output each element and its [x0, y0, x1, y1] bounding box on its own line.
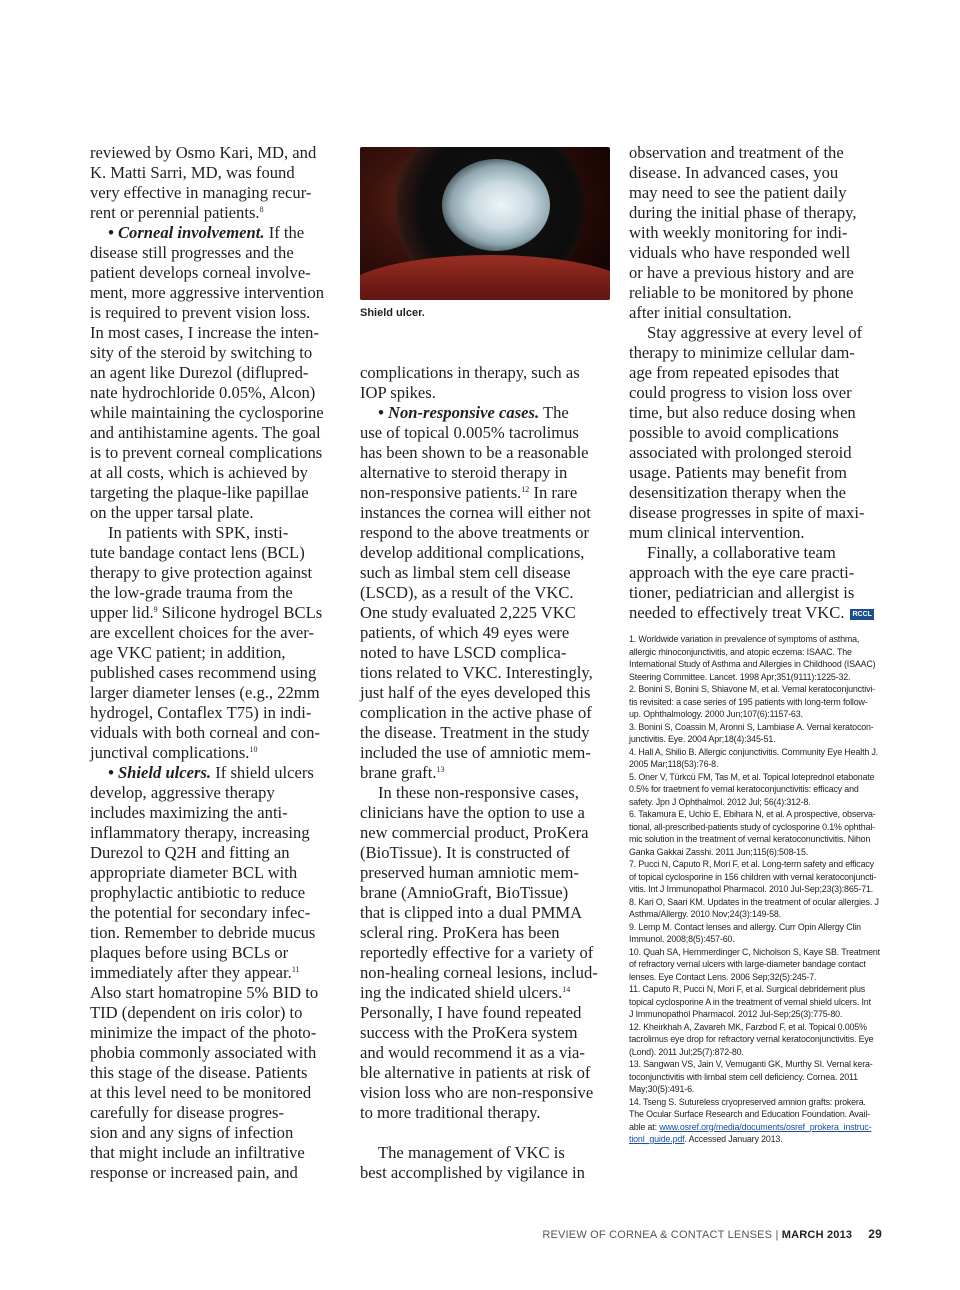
reference-line: 2005 Mar;118(53):76-8. [629, 759, 719, 769]
text-line: and would recommend it as a via- [360, 1043, 585, 1062]
text-line: such as limbal stem cell disease [360, 563, 571, 582]
reference-line: safety. Jpn J Ophthalmol. 2012 Jul; 56(4):312-8. [629, 796, 811, 807]
text-line: Durezol to Q2H and fitting an [90, 843, 290, 862]
text-line: scleral ring. ProKera has been [360, 923, 560, 942]
eyelid-shape [360, 255, 610, 300]
reference-line: 9. Lemp M. Contact lenses and allergy. Curr Opin Allergy Clin [629, 921, 861, 932]
text-line: approach with the eye care practi- [629, 563, 855, 582]
text-line: nate hydrochloride 0.05%, Alcon) [90, 383, 316, 402]
text-line: upper lid.$^9$ Silicone hydrogel BCLs [90, 603, 323, 622]
reference-line: 12. Kheirkhah A, Zavareh MK, Farzbod F, et al. Topical 0.005% [629, 1021, 867, 1032]
text-line: phobia commonly associated with [90, 1043, 317, 1062]
text-line: is to prevent corneal complications [90, 443, 323, 462]
reference-line: (Lond). 2011 Jul;25(7):872-80. [629, 1046, 744, 1057]
text-line: • Non-responsive cases. The [378, 403, 569, 422]
text-line: Stay aggressive at every level of [647, 323, 863, 342]
text-line: K. Matti Sarri, MD, was found [90, 163, 295, 182]
section-head: • Corneal involvement. [108, 223, 265, 242]
article-column-3 [629, 143, 881, 623]
text-line: desensitization therapy when the [629, 483, 847, 502]
text-line: patient develops corneal involve- [90, 263, 311, 282]
reference-line: 0.5% for traetment fo vernal keratoconjunctivitis: efficacy and [629, 784, 859, 794]
reference-line: vitis. Int J Immunopathol Pharmacol. 2010 Jul-Sep;23(3):865-71. [629, 884, 874, 894]
text-line: Also start homatropine 5% BID to [90, 983, 319, 1002]
text-line: response or increased pain, and [90, 1163, 298, 1182]
text-line: sion and any signs of infection [90, 1123, 294, 1142]
text-line: One study evaluated 2,225 VKC [360, 603, 576, 622]
reference-line: J Immunopathol Pharmacol. 2012 Jul-Sep;25(3):775-80. [629, 1009, 843, 1019]
text-line: ble alternative in patients at risk of [360, 1063, 591, 1082]
page-number: 29 [868, 1227, 882, 1241]
reference-line: The Ocular Surface Research and Education Foundation. Avail- [629, 1109, 870, 1119]
reference-line: tacrolimus eye drop for refractory vernal keratoconjunctivitis. Eye [629, 1034, 874, 1044]
text-line: rent or perennial patients.$^8$ [90, 203, 264, 222]
text-line: clinicians have the option to use a [360, 803, 585, 822]
reference-line: 13. Sangwan VS, Jain V, Vemuganti GK, Murthy SI. Vernal kera- [629, 1059, 873, 1069]
reference-line: Ganka Gakkai Zasshi. 2011 Jun;115(6):508-15. [629, 846, 809, 857]
text-line: associated with prolonged steroid [629, 443, 852, 462]
text-line: has been shown to be a reasonable [360, 443, 589, 462]
text-line: disease. In advanced cases, you [629, 163, 839, 182]
reference-line: tionl_guide.pdf. Accessed January 2013. [629, 1134, 783, 1144]
text-line: targeting the plaque-like papillae [90, 483, 309, 502]
reference-line: of refractory vernal ulcers with large-diameter bandage contact [629, 959, 866, 969]
section-head: • Non-responsive cases. [378, 403, 540, 422]
text-line: immediately after they appear.$^{11}$ [90, 963, 300, 982]
text-line: included the use of amniotic mem- [360, 743, 591, 762]
citation-marker: 10 [249, 745, 258, 754]
text-line: tion. Remember to debride mucus [90, 923, 316, 942]
reference-line: 5. Oner V, Türkcü FM, Tas M, et al. Topical loteprednol etabonate [629, 771, 875, 782]
text-line: disease still progresses and the [90, 243, 294, 262]
text-line: • Corneal involvement. If the [108, 223, 305, 242]
text-line: at this level need to be monitored [90, 1083, 312, 1102]
citation-marker: 9 [153, 605, 158, 614]
text-line: with weekly monitoring for indi- [629, 223, 848, 242]
text-line: possible to avoid complications [629, 423, 839, 442]
text-line: tioner, pediatrician and allergist is [629, 583, 855, 602]
reference-line: 14. Tseng S. Sutureless cryopreserved amnion grafts: prokera. [629, 1096, 866, 1107]
citation-marker: 12 [521, 485, 530, 494]
text-line: (BioTissue). It is constructed of [360, 843, 571, 862]
text-line: IOP spikes. [360, 383, 436, 402]
text-line: age from repeated episodes that [629, 363, 840, 382]
text-line: very effective in managing recur- [90, 183, 312, 202]
text-line: junctival complications.$^{10}$ [90, 743, 258, 762]
text-line: and antihistamine agents. The goal [90, 423, 321, 442]
text-line: carefully for disease progres- [90, 1103, 284, 1122]
text-line: reviewed by Osmo Kari, MD, and [90, 143, 317, 162]
text-line: In these non-responsive cases, [378, 783, 579, 802]
reference-line: International Study of Asthma and Allergies in Childhood (ISAAC) [629, 659, 876, 669]
text-line: minimize the impact of the photo- [90, 1023, 317, 1042]
text-line: noted to have LSCD complica- [360, 643, 567, 662]
text-line: therapy to give protection against [90, 563, 313, 582]
reference-line: 4. Hall A, Shilio B. Allergic conjunctivitis. Community Eye Health J. [629, 746, 879, 757]
text-line: just half of the eyes developed this [360, 683, 591, 702]
text-line: that is clipped into a dual PMMA [360, 903, 583, 922]
reference-link-continued[interactable]: tionl_guide.pdf [629, 1134, 685, 1144]
text-line: • Shield ulcers. If shield ulcers [108, 763, 314, 782]
text-line: Personally, I have found repeated [360, 1003, 582, 1022]
text-line: brane graft.$^{13}$ [360, 763, 445, 782]
text-line: ment, more aggressive intervention [90, 283, 325, 302]
text-line: non-responsive patients.$^{12}$ In rare [360, 483, 578, 502]
text-line: could progress to vision loss over [629, 383, 852, 402]
text-line: TID (dependent on iris color) to [90, 1003, 303, 1022]
text-line: while maintaining the cyclosporine [90, 403, 324, 422]
text-line: develop, aggressive therapy [90, 783, 275, 802]
reference-line: 3. Bonini S, Coassin M, Aronni S, Lambiase A. Vernal keratocon- [629, 721, 874, 732]
text-line: that might include an infiltrative [90, 1143, 305, 1162]
text-line: published cases recommend using [90, 663, 317, 682]
text-line: during the initial phase of therapy, [629, 203, 857, 222]
text-line: reportedly effective for a variety of [360, 943, 594, 962]
reference-line: 7. Pucci N, Caputo R, Mori F, et al. Long-term safety and efficacy [629, 859, 874, 869]
text-line: is required to prevent vision loss. [90, 303, 311, 322]
text-line: an agent like Durezol (diflupred- [90, 363, 309, 382]
text-line: the disease. Treatment in the study [360, 723, 590, 742]
text-line: hydrogel, Contaflex T75) in indi- [90, 703, 312, 722]
reference-line: lenses. Eye Contact Lens. 2006 Sep;32(5):245-7. [629, 971, 817, 982]
reference-line: allergic rhinoconjunctivitis, and atopic eczema: ISAAC. The [629, 646, 852, 657]
text-line: time, but also reduce dosing when [629, 403, 856, 422]
text-line: ing the indicated shield ulcers.$^{14}$ [360, 983, 571, 1002]
references-list [629, 633, 881, 1146]
citation-marker: 14 [562, 985, 571, 994]
text-line: tute bandage contact lens (BCL) [90, 543, 305, 562]
text-line: therapy to minimize cellular dam- [629, 343, 855, 362]
text-line: this stage of the disease. Patients [90, 1063, 308, 1082]
end-of-article-badge: RCCL [852, 611, 872, 618]
issue-date: MARCH 2013 [781, 1229, 853, 1241]
ulcer-shape [442, 159, 550, 251]
text-line: tions related to VKC. Interestingly, [360, 663, 593, 682]
text-line: mum clinical intervention. [629, 523, 805, 542]
text-line: appropriate diameter BCL with [90, 863, 298, 882]
text-line: usage. Patients may benefit from [629, 463, 847, 482]
article-column-1 [90, 143, 342, 1183]
text-line: the low-grade trauma from the [90, 583, 293, 602]
text-line: viduals with both corneal and con- [90, 723, 320, 742]
text-line: Finally, a collaborative team [647, 543, 836, 562]
text-line: observation and treatment of the [629, 143, 844, 162]
text-line: includes maximizing the anti- [90, 803, 288, 822]
text-line: on the upper tarsal plate. [90, 503, 254, 522]
figure-caption: Shield ulcer. [360, 307, 425, 319]
text-line: patients, of which 49 eyes were [360, 623, 570, 642]
text-line: brane (AmnioGraft, BioTissue) [360, 883, 569, 902]
reference-line: 6. Takamura E, Uchio E, Ebihara N, et al. A prospective, observa- [629, 809, 876, 819]
citation-marker: 8 [259, 205, 264, 214]
text-line: develop additional complications, [360, 543, 585, 562]
text-line: prophylactic antibiotic to reduce [90, 883, 306, 902]
reference-line: 8. Kari O, Saari KM. Updates in the treatment of ocular allergies. J [629, 896, 879, 907]
reference-line: topical cyclosporine A in the treatment of vernal shield ulcers. Int [629, 996, 871, 1007]
reference-line: Immunol. 2008;8(5):457-60. [629, 934, 735, 944]
reference-line: 10. Quah SA, Hemmerdinger C, Nicholson S, Kaye SB. Treatment [629, 946, 880, 957]
text-line: In patients with SPK, insti- [108, 523, 289, 542]
text-line: may need to see the patient daily [629, 183, 847, 202]
text-line: at all costs, which is achieved by [90, 463, 308, 482]
text-line: instances the cornea will either not [360, 503, 591, 522]
reference-line: 2. Bonini S, Bonini S, Shiavone M, et al. Vernal keratoconjunctivi- [629, 684, 875, 694]
reference-line: Steering Committee. Lancet. 1998 Apr;351(9111):1225-32. [629, 671, 851, 682]
reference-line: tional, all-prescribed-patients study of cyclosporine 0.1% ophthal- [629, 821, 875, 832]
text-line: alternative to steroid therapy in [360, 463, 568, 482]
journal-name: REVIEW OF CORNEA & CONTACT LENSES | [542, 1229, 782, 1241]
article-column-2 [360, 363, 612, 1183]
text-line: are excellent choices for the aver- [90, 623, 315, 642]
reference-link[interactable]: www.osref.org/media/documents/osref_prokera_instruc- [659, 1121, 872, 1132]
reference-line: junctivitis. Eye. 2004 Apr;18(4):345-51. [629, 734, 776, 744]
text-line: needed to effectively treat VKC. RCCL [629, 603, 872, 622]
text-line: viduals who have responded well [629, 243, 851, 262]
text-line: sity of the steroid by switching to [90, 343, 313, 362]
reference-line: toconjunctivitis with limbal stem cell deficiency. Cornea. 2011 [629, 1071, 858, 1082]
text-line: preserved human amniotic mem- [360, 863, 579, 882]
text-line: (LSCD), as a result of the VKC. [360, 583, 574, 602]
page-footer [542, 1227, 882, 1241]
text-line: the potential for secondary infec- [90, 903, 311, 922]
text-line: larger diameter lenses (e.g., 22mm [90, 683, 320, 702]
reference-line: of topical cyclosporine in 156 children with vernal keratoconjuncti- [629, 871, 877, 882]
shield-ulcer-photo [360, 147, 610, 300]
text-line: age VKC patient; in addition, [90, 643, 286, 662]
reference-line: tis revisited: a case series of 195 patients with long-term follow- [629, 696, 868, 707]
text-line: inflammatory therapy, increasing [90, 823, 310, 842]
text-line: new commercial product, ProKera [360, 823, 589, 842]
text-line: In most cases, I increase the inten- [90, 323, 319, 342]
paragraph-gap [360, 1123, 612, 1143]
text-line: respond to the above treatments or [360, 523, 590, 542]
text-line: complication in the active phase of [360, 703, 592, 722]
text-line: after initial consultation. [629, 303, 792, 322]
reference-line: up. Ophthalmology. 2000 Jun;107(6):1157-63. [629, 709, 803, 719]
text-line: best accomplished by vigilance in [360, 1163, 585, 1182]
text-line: or have a previous history and are [629, 263, 854, 282]
reference-line: May;30(5):491-6. [629, 1084, 695, 1094]
citation-marker: 13 [436, 765, 445, 774]
text-line: disease progresses in spite of maxi- [629, 503, 865, 522]
text-line: vision loss who are non-responsive [360, 1083, 594, 1102]
reference-line: 11. Caputo R, Pucci N, Mori F, et al. Surgical debridement plus [629, 984, 866, 994]
text-line: reliable to be monitored by phone [629, 283, 854, 302]
text-line: success with the ProKera system [360, 1023, 578, 1042]
citation-marker: 11 [291, 965, 300, 974]
text-line: The management of VKC is [378, 1143, 565, 1162]
reference-line: able at: www.osref.org/media/documents/osref_prokera_instruc- [629, 1121, 872, 1132]
text-line: use of topical 0.005% tacrolimus [360, 423, 579, 442]
text-line: complications in therapy, such as [360, 363, 580, 382]
reference-line: 1. Worldwide variation in prevalence of symptoms of asthma, [629, 634, 860, 644]
text-line: to more traditional therapy. [360, 1103, 541, 1122]
text-line: non-healing corneal lesions, includ- [360, 963, 598, 982]
reference-line: mic solution in the treatment of vernal keratoconunctivitis. Nihon [629, 834, 871, 844]
text-line: plaques before using BCLs or [90, 943, 289, 962]
reference-line: Asthma/Allergy. 2010 Nov;24(3):149-58. [629, 909, 781, 919]
section-head: • Shield ulcers. [108, 763, 212, 782]
